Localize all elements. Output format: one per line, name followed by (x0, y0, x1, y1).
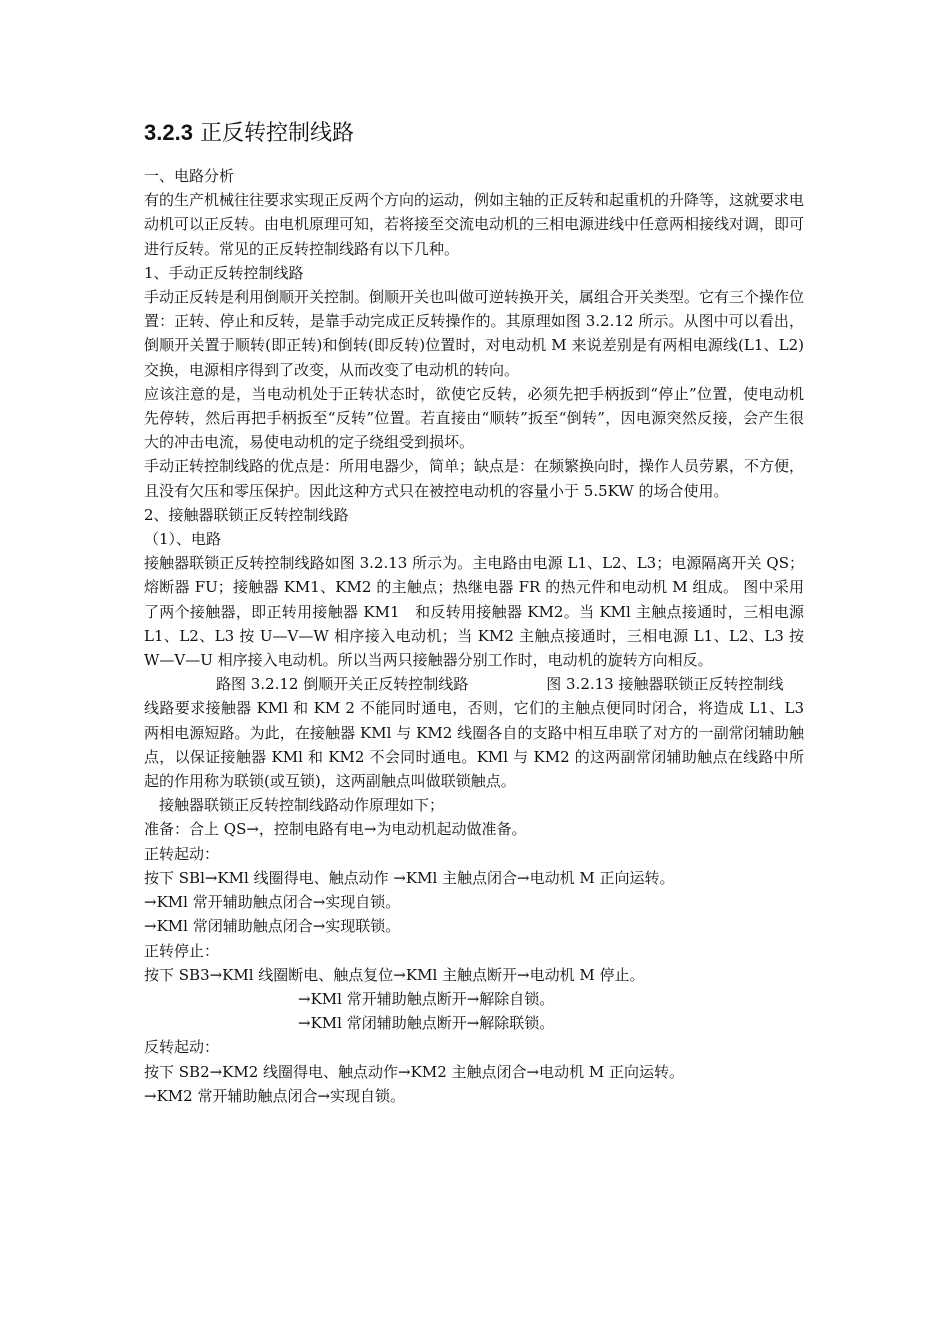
forward-stop-step-3: →KMl 常闭辅助触点断开→解除联锁。 (298, 1014, 555, 1033)
paragraph-manual-1: 手动正反转是利用倒顺开关控制。倒顺开关也叫做可逆转换开关，属组合开关类型。它有三个操作位置：正转、停止和反转，是靠手动完成正反转操作的。其原理如图 3.2.12 所示。从图中可以看出，倒顺开关置于顺转(即正转)和倒转(即反转)位置时，对电动机 M 来说差别是有两相电源线(L1、L2)交换，电源相序得到了改变，从而改变了电动机的转向。 (144, 288, 805, 379)
document-body (144, 164, 804, 1108)
forward-start-title: 正转起动： (144, 844, 220, 863)
paragraph-contactor-1: 接触器联锁正反转控制线路如图 3.2.13 所示为。主电路由电源 L1、L2、L3；电源隔离开关 QS；熔断器 FU；接触器 KM1、KM2 的主触点；热继电器 FR 的热元件和电动机 M 组成。 图中采用了两个接触器，即正转用接触器 KM1 和反转用接触器 KM2。当 KMl 主触点接通时，三相电源 L1、L2、L3 按 U—V—W 相序接入电动机；当 KM2 主触点接通时，三相电源 L1、L2、L3 按 W—V—U 相序接入电动机。所以当两只接触器分别工作时，电动机的旋转方向相反。 (144, 554, 804, 670)
reverse-start-title: 反转起动： (144, 1038, 220, 1057)
subheading-analysis: 一、电路分析 (144, 167, 235, 185)
paragraph-interlock: 线路要求接触器 KMl 和 KM 2 不能同时通电，否则，它们的主触点便同时闭合，将造成 L1、L3 两相电源短路。为此，在接触器 KMl 与 KM2 线圈各自的支路中相互串联了对方的一副常闭辅助触点，以保证接触器 KMl 和 KM2 不会同时通电。KMl 与 KM2 的这两副常闭辅助触点在线路中所起的作用称为联锁(或互锁)，这两副触点叫做联锁触点。 (144, 699, 804, 791)
subheading-manual: 1、手动正反转控制线路 (144, 263, 304, 282)
caption-figure-3-2-12: 路图 3.2.12 倒顺开关正反转控制线路 (216, 675, 469, 694)
subheading-contactor: 2、接触器联锁正反转控制线路 (144, 505, 349, 524)
reverse-start-step-1: 按下 SB2→KM2 线圈得电、触点动作→KM2 主触点闭合→电动机 M 正向运转。 (144, 1062, 684, 1081)
principle-title: 接触器联锁正反转控制线路动作原理如下； (159, 796, 445, 815)
reverse-start-step-2: →KM2 常开辅助触点闭合→实现自锁。 (144, 1086, 406, 1105)
forward-start-step-3: →KMl 常闭辅助触点闭合→实现联锁。 (144, 917, 401, 936)
forward-stop-step-2: →KMl 常开辅助触点断开→解除自锁。 (298, 989, 555, 1008)
forward-stop-step-1: 按下 SB3→KMl 线圈断电、触点复位→KMl 主触点断开→电动机 M 停止。 (144, 965, 645, 984)
forward-stop-title: 正转停止： (144, 941, 220, 960)
section-title: 正反转控制线路 (199, 121, 354, 146)
paragraph-manual-3: 手动正转控制线路的优点是：所用电器少，简单；缺点是：在频繁换向时，操作人员劳累，不方便，且没有欠压和零压保护。因此这种方式只在被控电动机的容量小于 5.5KW 的场合使用。 (144, 457, 805, 500)
section-number: 3.2.3 (144, 120, 193, 145)
paragraph-intro: 有的生产机械往往要求实现正反两个方向的运动，例如主轴的正反转和起重机的升降等，这就要求电动机可以正反转。由电机原理可知，若将接至交流电动机的三相电源进线中任意两相接线对调，即可进行反转。常见的正反转控制线路有以下几种。 (144, 191, 805, 258)
subheading-circuit: （1）、电路 (144, 530, 222, 549)
paragraph-manual-2: 应该注意的是，当电动机处于正转状态时，欲使它反转，必须先把手柄扳到“停止”位置，使电动机先停转，然后再把手柄扳至“反转”位置。若直接由“顺转”扳至“倒转”，因电源突然反接，会产生很大的冲击电流，易使电动机的定子绕组受到损坏。 (144, 384, 804, 452)
figure-captions (144, 672, 804, 696)
prepare-step: 准备：合上 QS→，控制电路有电→为电动机起动做准备。 (144, 820, 527, 839)
forward-start-step-1: 按下 SBl→KMl 线圈得电、触点动作 →KMl 主触点闭合→电动机 M 正向运转。 (144, 868, 675, 887)
section-heading (144, 118, 354, 149)
forward-start-step-2: →KMl 常开辅助触点闭合→实现自锁。 (144, 893, 401, 912)
caption-figure-3-2-13: 图 3.2.13 接触器联锁正反转控制线 (546, 675, 784, 694)
